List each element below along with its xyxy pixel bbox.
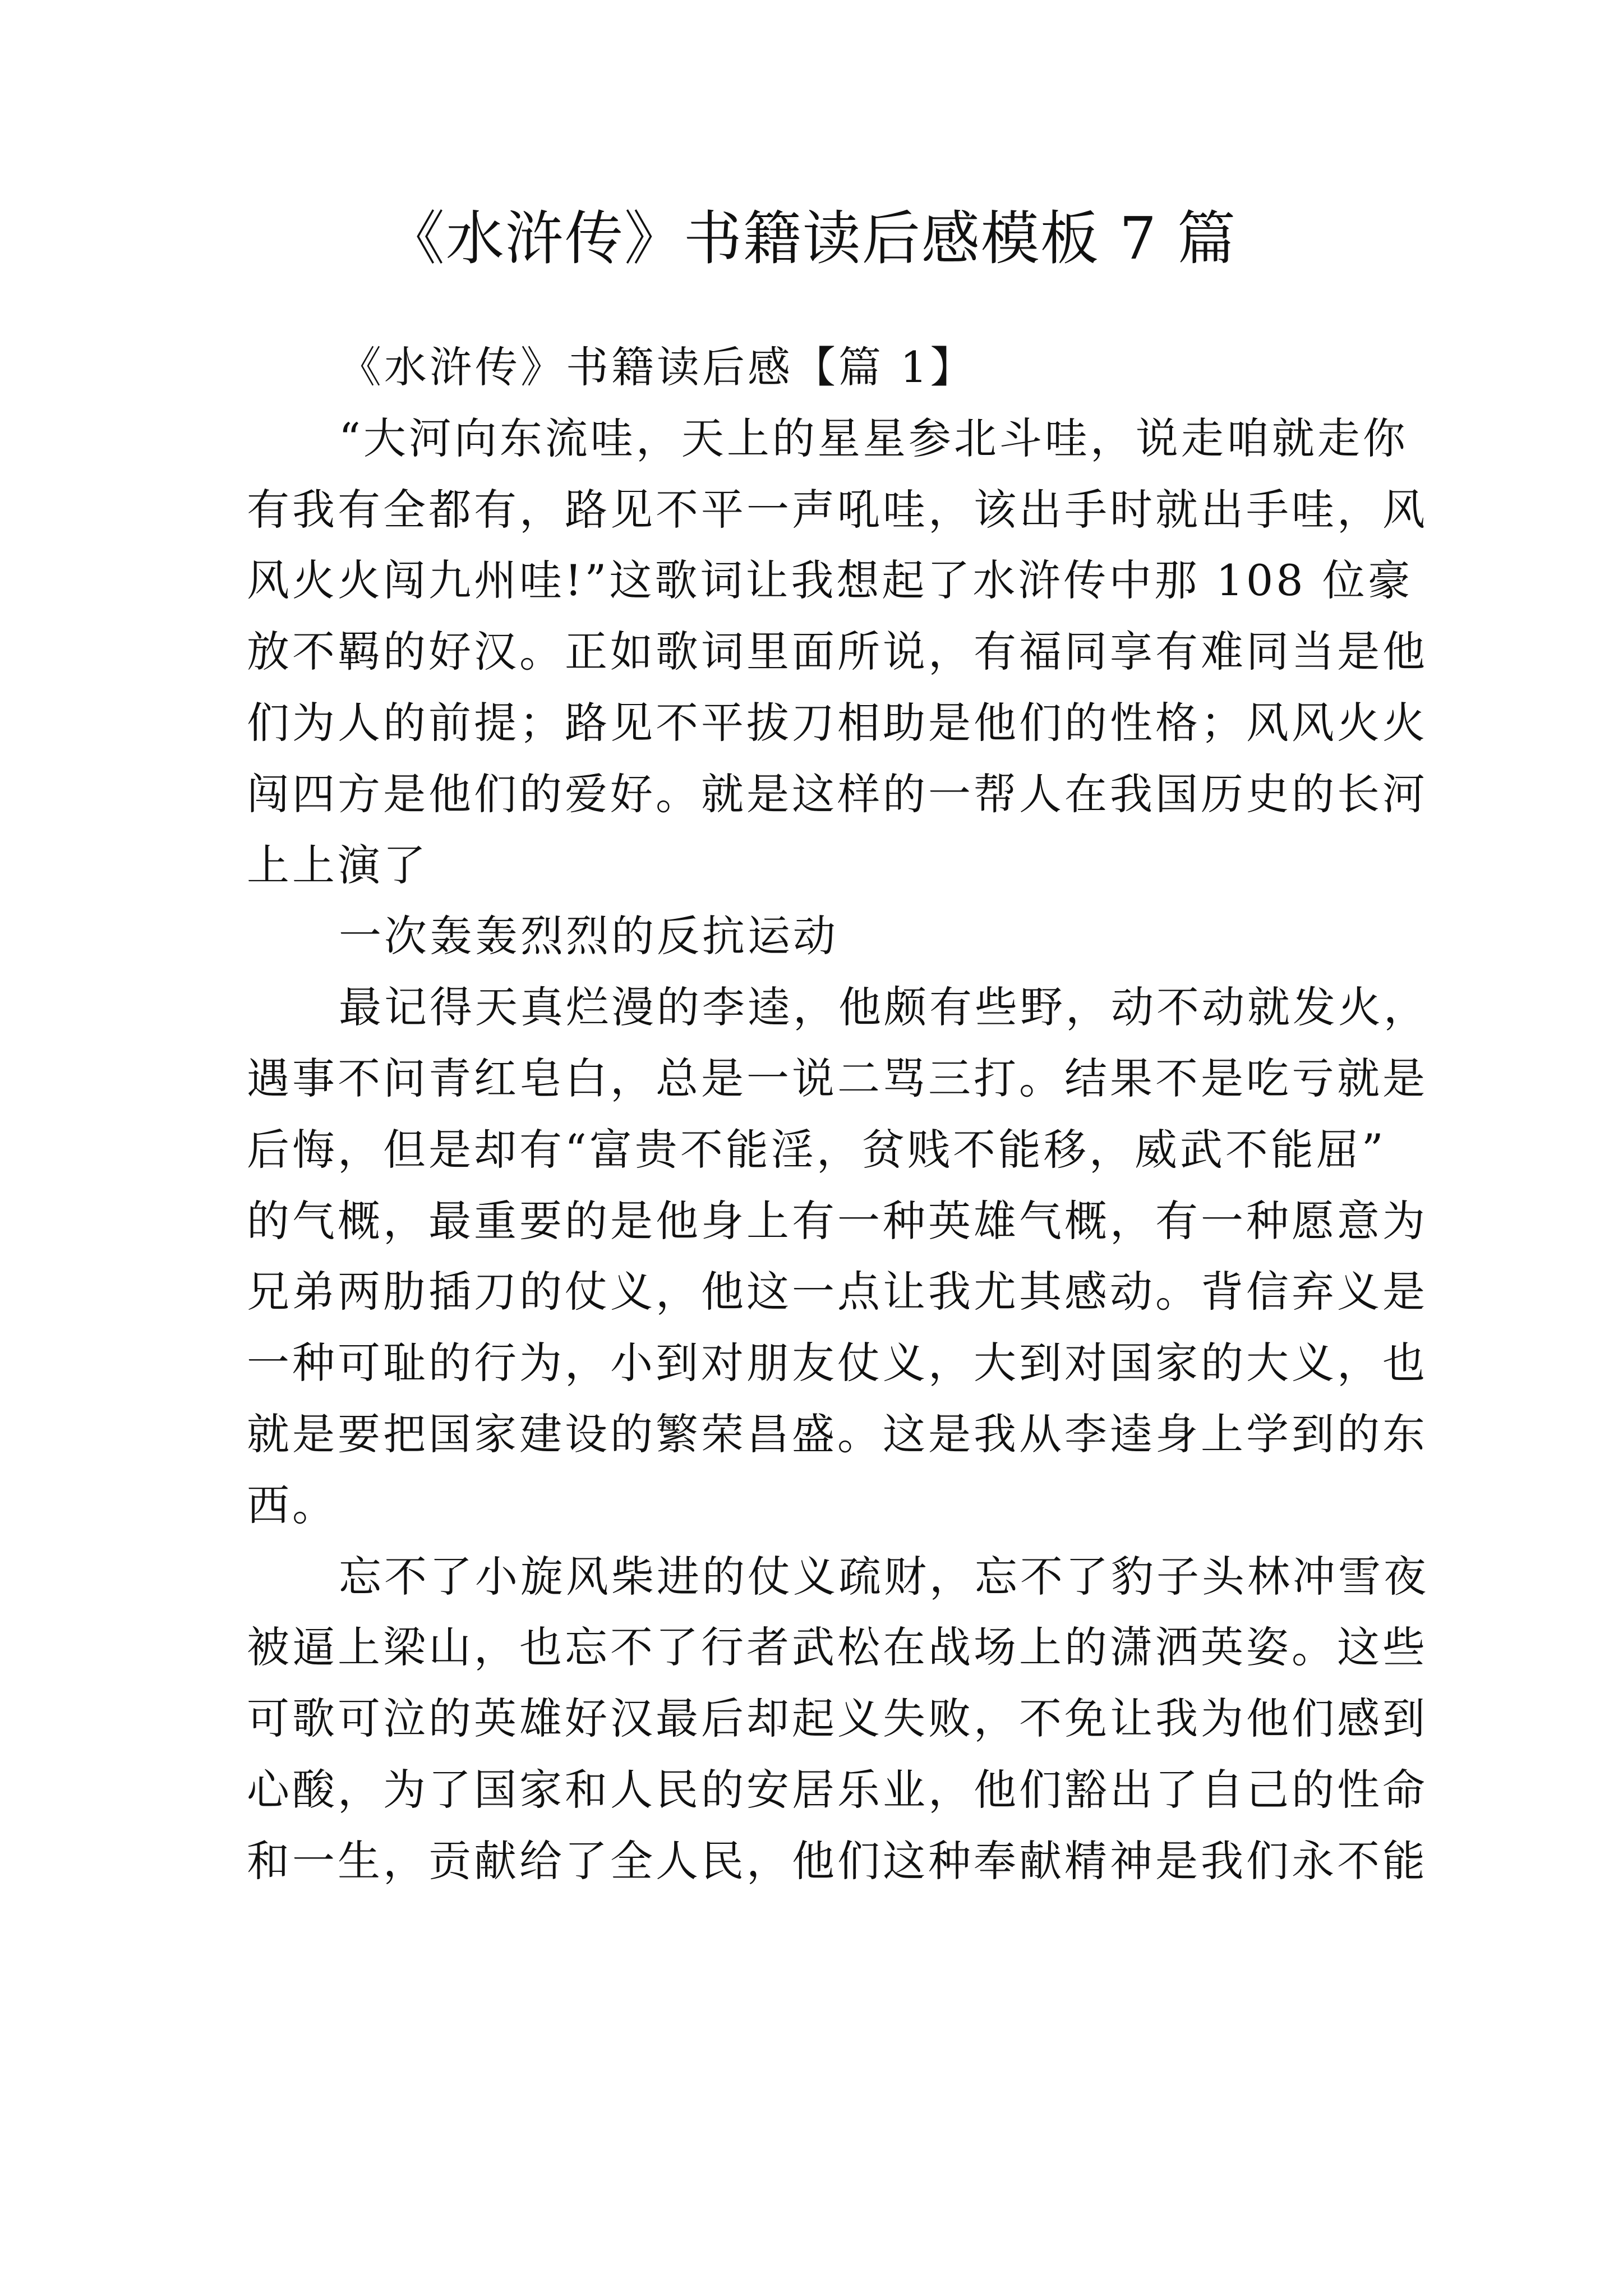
text-line: 的气概，最重要的是他身上有一种英雄气概，有一种愿意为 [247,1195,1428,1246]
text-line: 和一生，贡献给了全人民，他们这种奉献精神是我们永不能 [247,1835,1428,1886]
text-line: 就是要把国家建设的繁荣昌盛。这是我从李逵身上学到的东 [247,1409,1428,1459]
text-line: 一种可耻的行为，小到对朋友仗义，大到对国家的大义，也 [247,1338,1428,1388]
text-line: 被逼上梁山，也忘不了行者武松在战场上的潇洒英姿。这些 [247,1622,1428,1673]
text-line: 后悔，但是却有“富贵不能淫，贫贱不能移，威武不能屈” [247,1124,1386,1175]
text-line: 遇事不问青红皂白，总是一说二骂三打。结果不是吃亏就是 [247,1053,1428,1103]
text-line: 忘不了小旋风柴进的仗义疏财，忘不了豹子头林冲雪夜 [339,1551,1429,1602]
text-line: 上上演了 [247,840,428,890]
text-line: 最记得天真烂漫的李逵，他颇有些野，动不动就发火， [339,982,1429,1033]
text-line: 可歌可泣的英雄好汉最后却起义失败，不免让我为他们感到 [247,1694,1428,1744]
text-line: 西。 [247,1480,338,1530]
text-line: 风火火闯九州哇!”这歌词让我想起了水浒传中那 108 位豪 [247,555,1413,606]
text-line: 心酸，为了国家和人民的安居乐业，他们豁出了自己的性命 [247,1764,1428,1815]
text-line: 闯四方是他们的爱好。就是这样的一帮人在我国历史的长河 [247,769,1428,819]
text-line: 们为人的前提；路见不平拔刀相助是他们的性格；风风火火 [247,697,1428,748]
document-title: 《水浒传》书籍读后感模板 7 篇 [386,204,1237,273]
text-line: 放不羁的好汉。正如歌词里面所说，有福同享有难同当是他 [247,627,1428,677]
text-line: 有我有全都有，路见不平一声吼哇，该出手时就出手哇，风 [247,484,1428,535]
text-line: 兄弟两肋插刀的仗义，他这一点让我尤其感动。背信弃义是 [247,1267,1428,1317]
text-line: 《水浒传》书籍读后感【篇 1】 [339,342,976,392]
text-line: “大河向东流哇，天上的星星参北斗哇，说走咱就走你 [339,413,1408,463]
text-line: 一次轰轰烈烈的反抗运动 [339,911,838,961]
document-body [247,332,1429,1897]
